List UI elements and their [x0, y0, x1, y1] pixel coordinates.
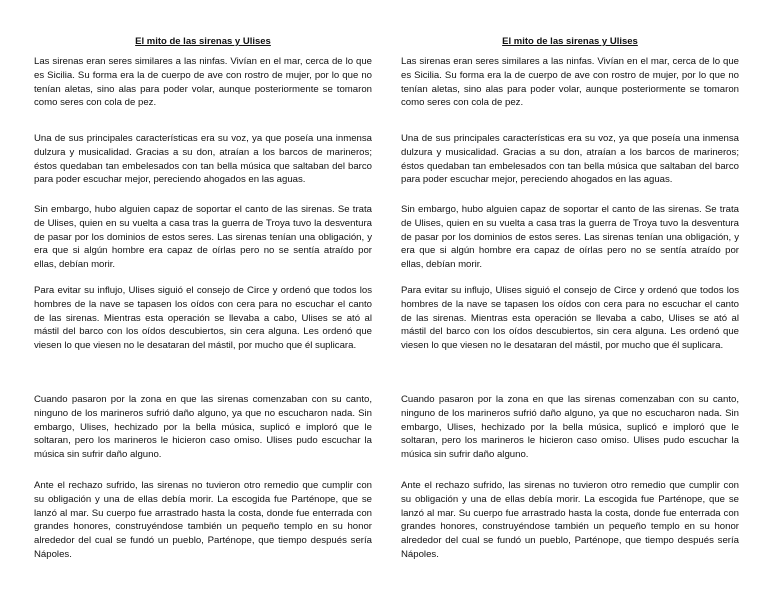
right-column: [401, 0, 739, 594]
paragraph: Ante el rechazo sufrido, las sirenas no tuvieron otro remedio que cumplir con su obligación y una de ellas debía morir. La escogida fue Parténope, que se lanzó al mar. Su cuerpo fue arrastrado hasta la costa, donde fue enterrada con grandes honores, construyéndose también un pequeño templo en su honor alrededor del cual se fundó un pueblo, Parténope, que tiempo después sería Nápoles.: [401, 480, 739, 560]
paragraph: Cuando pasaron por la zona en que las sirenas comenzaban con su canto, ninguno de los marineros sufrió daño alguno, ya que no escucharon nada. Sin embargo, Ulises, hechizado por la bella música, suplicó e imploró que le soltaran, pero los marineros le hicieron caso omiso. Ulises pudo escuchar la música sin sufrir daño alguno.: [34, 394, 372, 461]
paragraph: Una de sus principales características era su voz, ya que poseía una inmensa dulzura y musicalidad. Gracias a su don, atraían a los barcos de marineros; éstos quedaban tan embelesados con tan bella música que saltaban del barco para poder escuchar mejor, pereciendo ahogados en las aguas.: [401, 133, 739, 186]
paragraph: Las sirenas eran seres similares a las ninfas. Vivían en el mar, cerca de lo que es Sicilia. Su forma era la de cuerpo de ave con rostro de mujer, por lo que no tenían aletas, sino alas para poder volar, aunque posteriormente se tomaron como seres con cola de pez.: [34, 56, 372, 109]
paragraph: Cuando pasaron por la zona en que las sirenas comenzaban con su canto, ninguno de los marineros sufrió daño alguno, ya que no escucharon nada. Sin embargo, Ulises, hechizado por la bella música, suplicó e imploró que le soltaran, pero los marineros le hicieron caso omiso. Ulises pudo escuchar la música sin sufrir daño alguno.: [401, 394, 739, 461]
paragraph: Ante el rechazo sufrido, las sirenas no tuvieron otro remedio que cumplir con su obligación y una de ellas debía morir. La escogida fue Parténope, que se lanzó al mar. Su cuerpo fue arrastrado hasta la costa, donde fue enterrada con grandes honores, construyéndose también un pequeño templo en su honor alrededor del cual se fundó un pueblo, Parténope, que tiempo después sería Nápoles.: [34, 480, 372, 560]
paragraph: Sin embargo, hubo alguien capaz de soportar el canto de las sirenas. Se trata de Ulises, quien en su vuelta a casa tras la guerra de Troya tuvo la desventura de pasar por los dominios de estos seres. Las sirenas tenían una obligación, y era que si algún hombre era capaz de oírlas pero no se sentía atraído por ellas, debían morir.: [34, 204, 372, 271]
left-column: [34, 0, 372, 594]
paragraph: Para evitar su influjo, Ulises siguió el consejo de Circe y ordenó que todos los hombres de la nave se tapasen los oídos con cera para no escuchar el canto de las sirenas. Mientras esta operación se llevaba a cabo, Ulises se ató al mástil del barco con los oídos descubiertos, sin cera alguna. Les ordenó que viesen lo que viesen no le desataran del mástil, por mucho que él suplicara.: [34, 285, 372, 352]
paragraph: Para evitar su influjo, Ulises siguió el consejo de Circe y ordenó que todos los hombres de la nave se tapasen los oídos con cera para no escuchar el canto de las sirenas. Mientras esta operación se llevaba a cabo, Ulises se ató al mástil del barco con los oídos descubiertos, sin cera alguna. Les ordenó que viesen lo que viesen no le desataran del mástil, por mucho que él suplicara.: [401, 285, 739, 352]
document-title: El mito de las sirenas y Ulises: [502, 36, 638, 47]
paragraph: Las sirenas eran seres similares a las ninfas. Vivían en el mar, cerca de lo que es Sicilia. Su forma era la de cuerpo de ave con rostro de mujer, por lo que no tenían aletas, sino alas para poder volar, aunque posteriormente se tomaron como seres con cola de pez.: [401, 56, 739, 109]
document-title: El mito de las sirenas y Ulises: [135, 36, 271, 47]
paragraph: Sin embargo, hubo alguien capaz de soportar el canto de las sirenas. Se trata de Ulises, quien en su vuelta a casa tras la guerra de Troya tuvo la desventura de pasar por los dominios de estos seres. Las sirenas tenían una obligación, y era que si algún hombre era capaz de oírlas pero no se sentía atraído por ellas, debían morir.: [401, 204, 739, 271]
paragraph: Una de sus principales características era su voz, ya que poseía una inmensa dulzura y musicalidad. Gracias a su don, atraían a los barcos de marineros; éstos quedaban tan embelesados con tan bella música que saltaban del barco para poder escuchar mejor, pereciendo ahogados en las aguas.: [34, 133, 372, 186]
